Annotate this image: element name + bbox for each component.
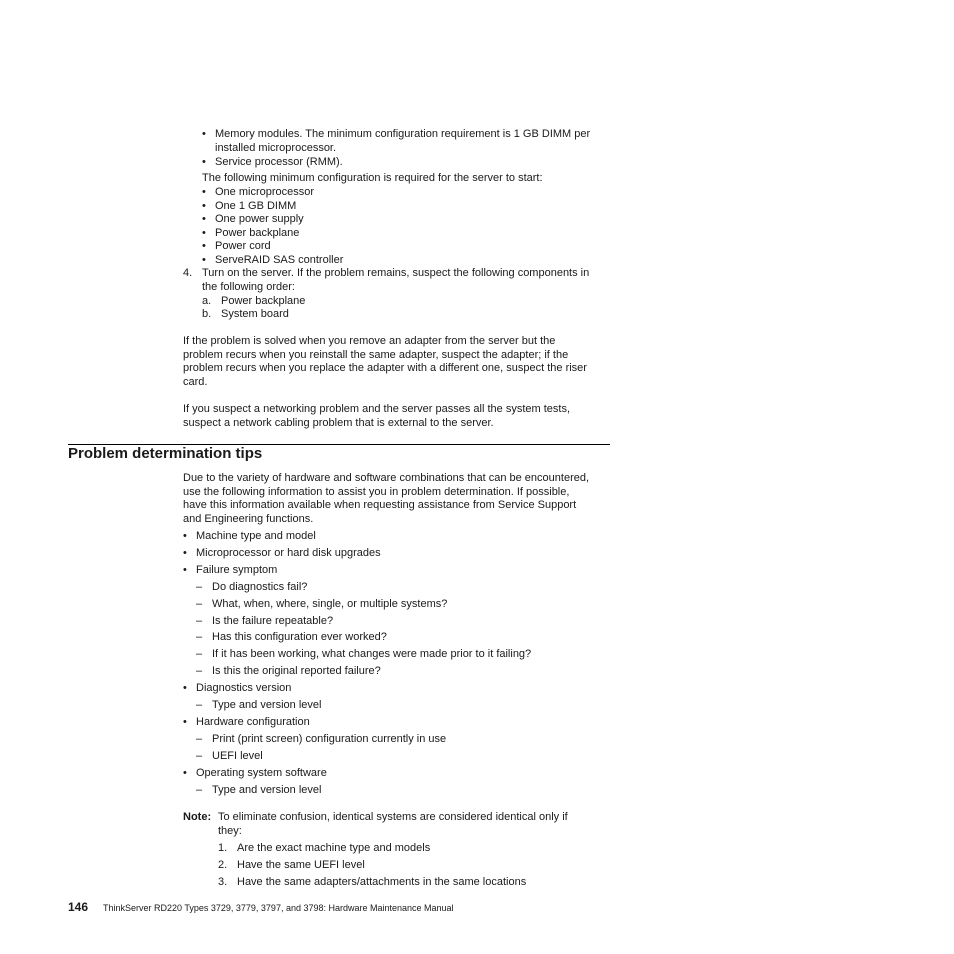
tip-subitem: If it has been working, what changes were made prior to it failing? (212, 648, 532, 660)
tip-subitem: Type and version level (212, 699, 322, 711)
note-text-continued: they: (218, 825, 242, 837)
tip-subitem: UEFI level (212, 750, 263, 762)
bullet-marker: • (202, 254, 206, 266)
bullet-text: Memory modules. The minimum configuration requirement is 1 GB DIMM per (215, 128, 591, 140)
substep-marker: b. (202, 308, 212, 320)
dash-marker: – (196, 631, 203, 643)
bullet-text: Service processor (RMM). (215, 156, 343, 168)
tip-subitem: Is the failure repeatable? (212, 615, 334, 627)
tip-subitem: Do diagnostics fail? (212, 581, 308, 593)
tip-item: Hardware configuration (196, 716, 310, 728)
note-item-text: Have the same adapters/attachments in the same locations (237, 876, 527, 888)
note-item-marker: 3. (218, 876, 228, 888)
step-text-continued: the following order: (202, 281, 295, 293)
bullet-marker: • (183, 530, 187, 542)
min-config-item: Power cord (215, 240, 271, 252)
note-item-marker: 2. (218, 859, 228, 871)
note-item-text: Have the same UEFI level (237, 859, 365, 871)
bullet-marker: • (202, 156, 206, 168)
substep-marker: a. (202, 295, 212, 307)
bullet-marker: • (183, 547, 187, 559)
dash-marker: – (196, 733, 203, 745)
bullet-marker: • (202, 200, 206, 212)
min-config-intro: The following minimum configuration is required for the server to start: (202, 172, 543, 184)
dash-marker: – (196, 699, 203, 711)
paragraph-line: and Engineering functions. (183, 513, 314, 525)
bullet-marker: • (183, 716, 187, 728)
bullet-marker: • (183, 682, 187, 694)
tip-item: Diagnostics version (196, 682, 292, 694)
tip-subitem: Type and version level (212, 784, 322, 796)
bullet-marker: • (202, 213, 206, 225)
min-config-item: Power backplane (215, 227, 300, 239)
tip-item: Failure symptom (196, 564, 278, 576)
paragraph-line: If the problem is solved when you remove an adapter from the server but the (183, 335, 556, 347)
dash-marker: – (196, 648, 203, 660)
tip-item: Microprocessor or hard disk upgrades (196, 547, 381, 559)
paragraph-line: If you suspect a networking problem and the server passes all the system tests, (183, 403, 571, 415)
bullet-marker: • (202, 240, 206, 252)
paragraph-line: Due to the variety of hardware and software combinations that can be encountered, (183, 472, 590, 484)
min-config-item: One power supply (215, 213, 304, 225)
bullet-marker: • (202, 128, 206, 140)
dash-marker: – (196, 750, 203, 762)
tip-subitem: Has this configuration ever worked? (212, 631, 387, 643)
dash-marker: – (196, 598, 203, 610)
dash-marker: – (196, 665, 203, 677)
bullet-marker: • (183, 767, 187, 779)
substep-text: Power backplane (221, 295, 306, 307)
bullet-marker: • (202, 186, 206, 198)
section-title: Problem determination tips (68, 445, 263, 462)
paragraph-line: use the following information to assist you in problem determination. If possible, (183, 486, 570, 498)
bullet-marker: • (202, 227, 206, 239)
paragraph-line: problem recurs when you reinstall the same adapter, suspect the adapter; if the (183, 349, 569, 361)
note-item-marker: 1. (218, 842, 228, 854)
tip-subitem: Print (print screen) configuration currently in use (212, 733, 447, 745)
page-number: 146 (68, 900, 89, 914)
tip-item: Machine type and model (196, 530, 316, 542)
min-config-item: ServeRAID SAS controller (215, 254, 344, 266)
min-config-item: One microprocessor (215, 186, 315, 198)
bullet-text-continued: installed microprocessor. (215, 142, 337, 154)
dash-marker: – (196, 784, 203, 796)
footer-text: ThinkServer RD220 Types 3729, 3779, 3797, and 3798: Hardware Maintenance Manual (103, 903, 454, 913)
tip-subitem: What, when, where, single, or multiple systems? (212, 598, 448, 610)
tip-item: Operating system software (196, 767, 327, 779)
bullet-marker: • (183, 564, 187, 576)
paragraph-line: card. (183, 376, 208, 388)
note-text: To eliminate confusion, identical systems are considered identical only if (218, 811, 568, 823)
dash-marker: – (196, 615, 203, 627)
paragraph-line: have this information available when requesting assistance from Service Support (183, 499, 577, 511)
paragraph-line: suspect a network cabling problem that is external to the server. (183, 417, 494, 429)
note-label: Note: (183, 811, 212, 823)
min-config-item: One 1 GB DIMM (215, 200, 297, 212)
step-number: 4. (183, 267, 193, 279)
step-text: Turn on the server. If the problem remains, suspect the following components in (202, 267, 590, 279)
substep-text: System board (221, 308, 289, 320)
tip-subitem: Is this the original reported failure? (212, 665, 381, 677)
dash-marker: – (196, 581, 203, 593)
note-item-text: Are the exact machine type and models (237, 842, 431, 854)
paragraph-line: problem recurs when you replace the adapter with a different one, suspect the riser (183, 362, 587, 374)
